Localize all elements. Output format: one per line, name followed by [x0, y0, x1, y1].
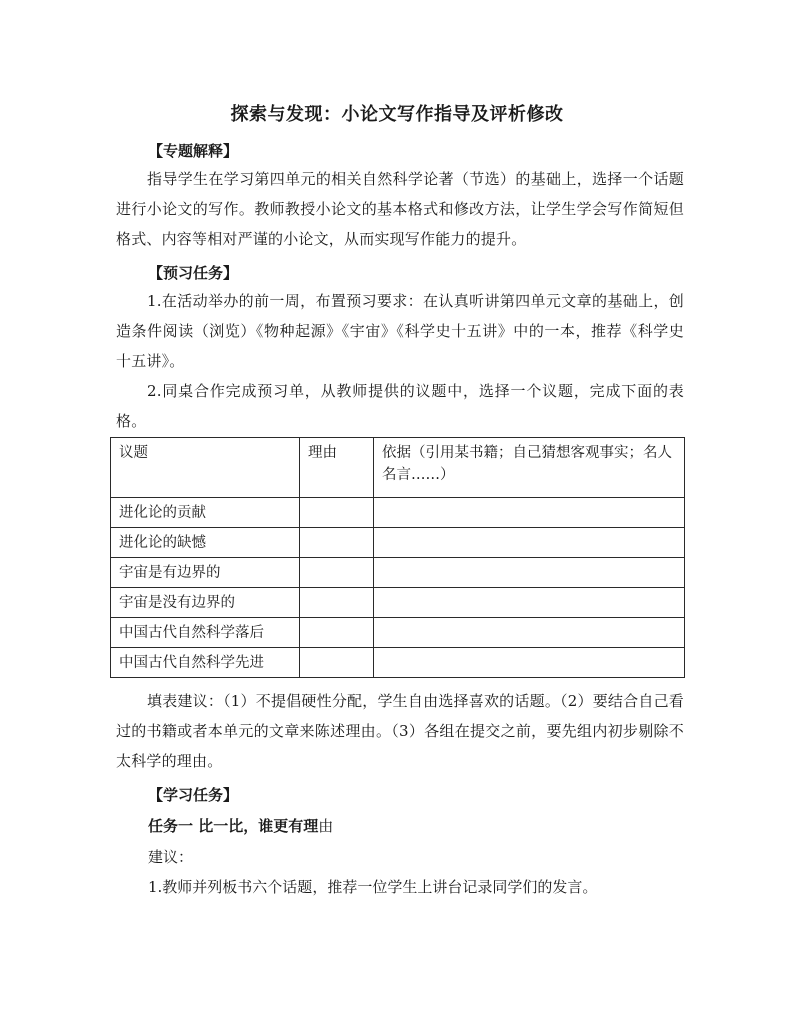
task-one-title [148, 815, 333, 836]
table-cell-topic: 进化论的贡献 [111, 498, 300, 528]
topic-explanation-paragraph: 指导学生在学习第四单元的相关自然科学论著（节选）的基础上，选择一个话题进行小论文的写作。教师教授小论文的基本格式和修改方法，让学生学会写作简短但格式、内容等相对严谨的小论文，从而实现写作能力的提升。 [116, 170, 684, 248]
table-header-basis: 依据（引用某书籍；自己猜想客观事实；名人名言……） [374, 438, 685, 498]
table-cell-basis[interactable] [374, 618, 685, 648]
table-row [111, 588, 685, 618]
table-cell-basis[interactable] [374, 528, 685, 558]
fill-in-suggestion: 填表建议：（1）不提倡硬性分配，学生自由选择喜欢的话题。（2）要结合自己看过的书籍或者本单元的文章来陈述理由。（3）各组在提交之前，要先组内初步剔除不太科学的理由。 [116, 692, 684, 770]
preview-task-item-1: 1.在活动举办的前一周，布置预习要求：在认真听讲第四单元文章的基础上，创造条件阅读（浏览）《物种起源》《宇宙》《科学史十五讲》中的一本，推荐《科学史十五讲》。 [116, 292, 684, 370]
section-heading-learning-task: 【学习任务】 [148, 786, 239, 804]
preview-task-item-2: 2.同桌合作完成预习单，从教师提供的议题中，选择一个议题，完成下面的表格。 [116, 382, 684, 430]
advice-item-1: 1.教师并列板书六个话题，推荐一位学生上讲台记录同学们的发言。 [148, 878, 598, 896]
table-row [111, 558, 685, 588]
topic-table [110, 437, 685, 678]
table-cell-topic: 中国古代自然科学落后 [111, 618, 300, 648]
table-cell-reason[interactable] [300, 618, 374, 648]
task-one-title-rest: 由 [318, 817, 334, 835]
task-one-title-bold: 任务一 比一比，谁更有理 [148, 817, 319, 835]
table-cell-topic: 宇宙是没有边界的 [111, 588, 300, 618]
table-row [111, 618, 685, 648]
table-cell-basis[interactable] [374, 648, 685, 678]
table-row [111, 528, 685, 558]
table-row [111, 648, 685, 678]
table-cell-reason[interactable] [300, 528, 374, 558]
section-heading-preview-task: 【预习任务】 [148, 264, 239, 282]
table-row [111, 498, 685, 528]
table-cell-reason[interactable] [300, 648, 374, 678]
table-cell-reason[interactable] [300, 558, 374, 588]
page-title: 探索与发现：小论文写作指导及评析修改 [230, 104, 564, 125]
table-header-row [111, 438, 685, 498]
table-cell-reason[interactable] [300, 498, 374, 528]
table-cell-basis[interactable] [374, 498, 685, 528]
advice-label: 建议： [148, 848, 194, 866]
table-cell-reason[interactable] [300, 588, 374, 618]
table-cell-basis[interactable] [374, 588, 685, 618]
table-cell-basis[interactable] [374, 558, 685, 588]
table-cell-topic: 中国古代自然科学先进 [111, 648, 300, 678]
table-header-reason: 理由 [300, 438, 374, 498]
table-header-topic: 议题 [111, 438, 300, 498]
table-cell-topic: 宇宙是有边界的 [111, 558, 300, 588]
table-cell-topic: 进化论的缺憾 [111, 528, 300, 558]
section-heading-topic-explanation: 【专题解释】 [148, 142, 239, 160]
